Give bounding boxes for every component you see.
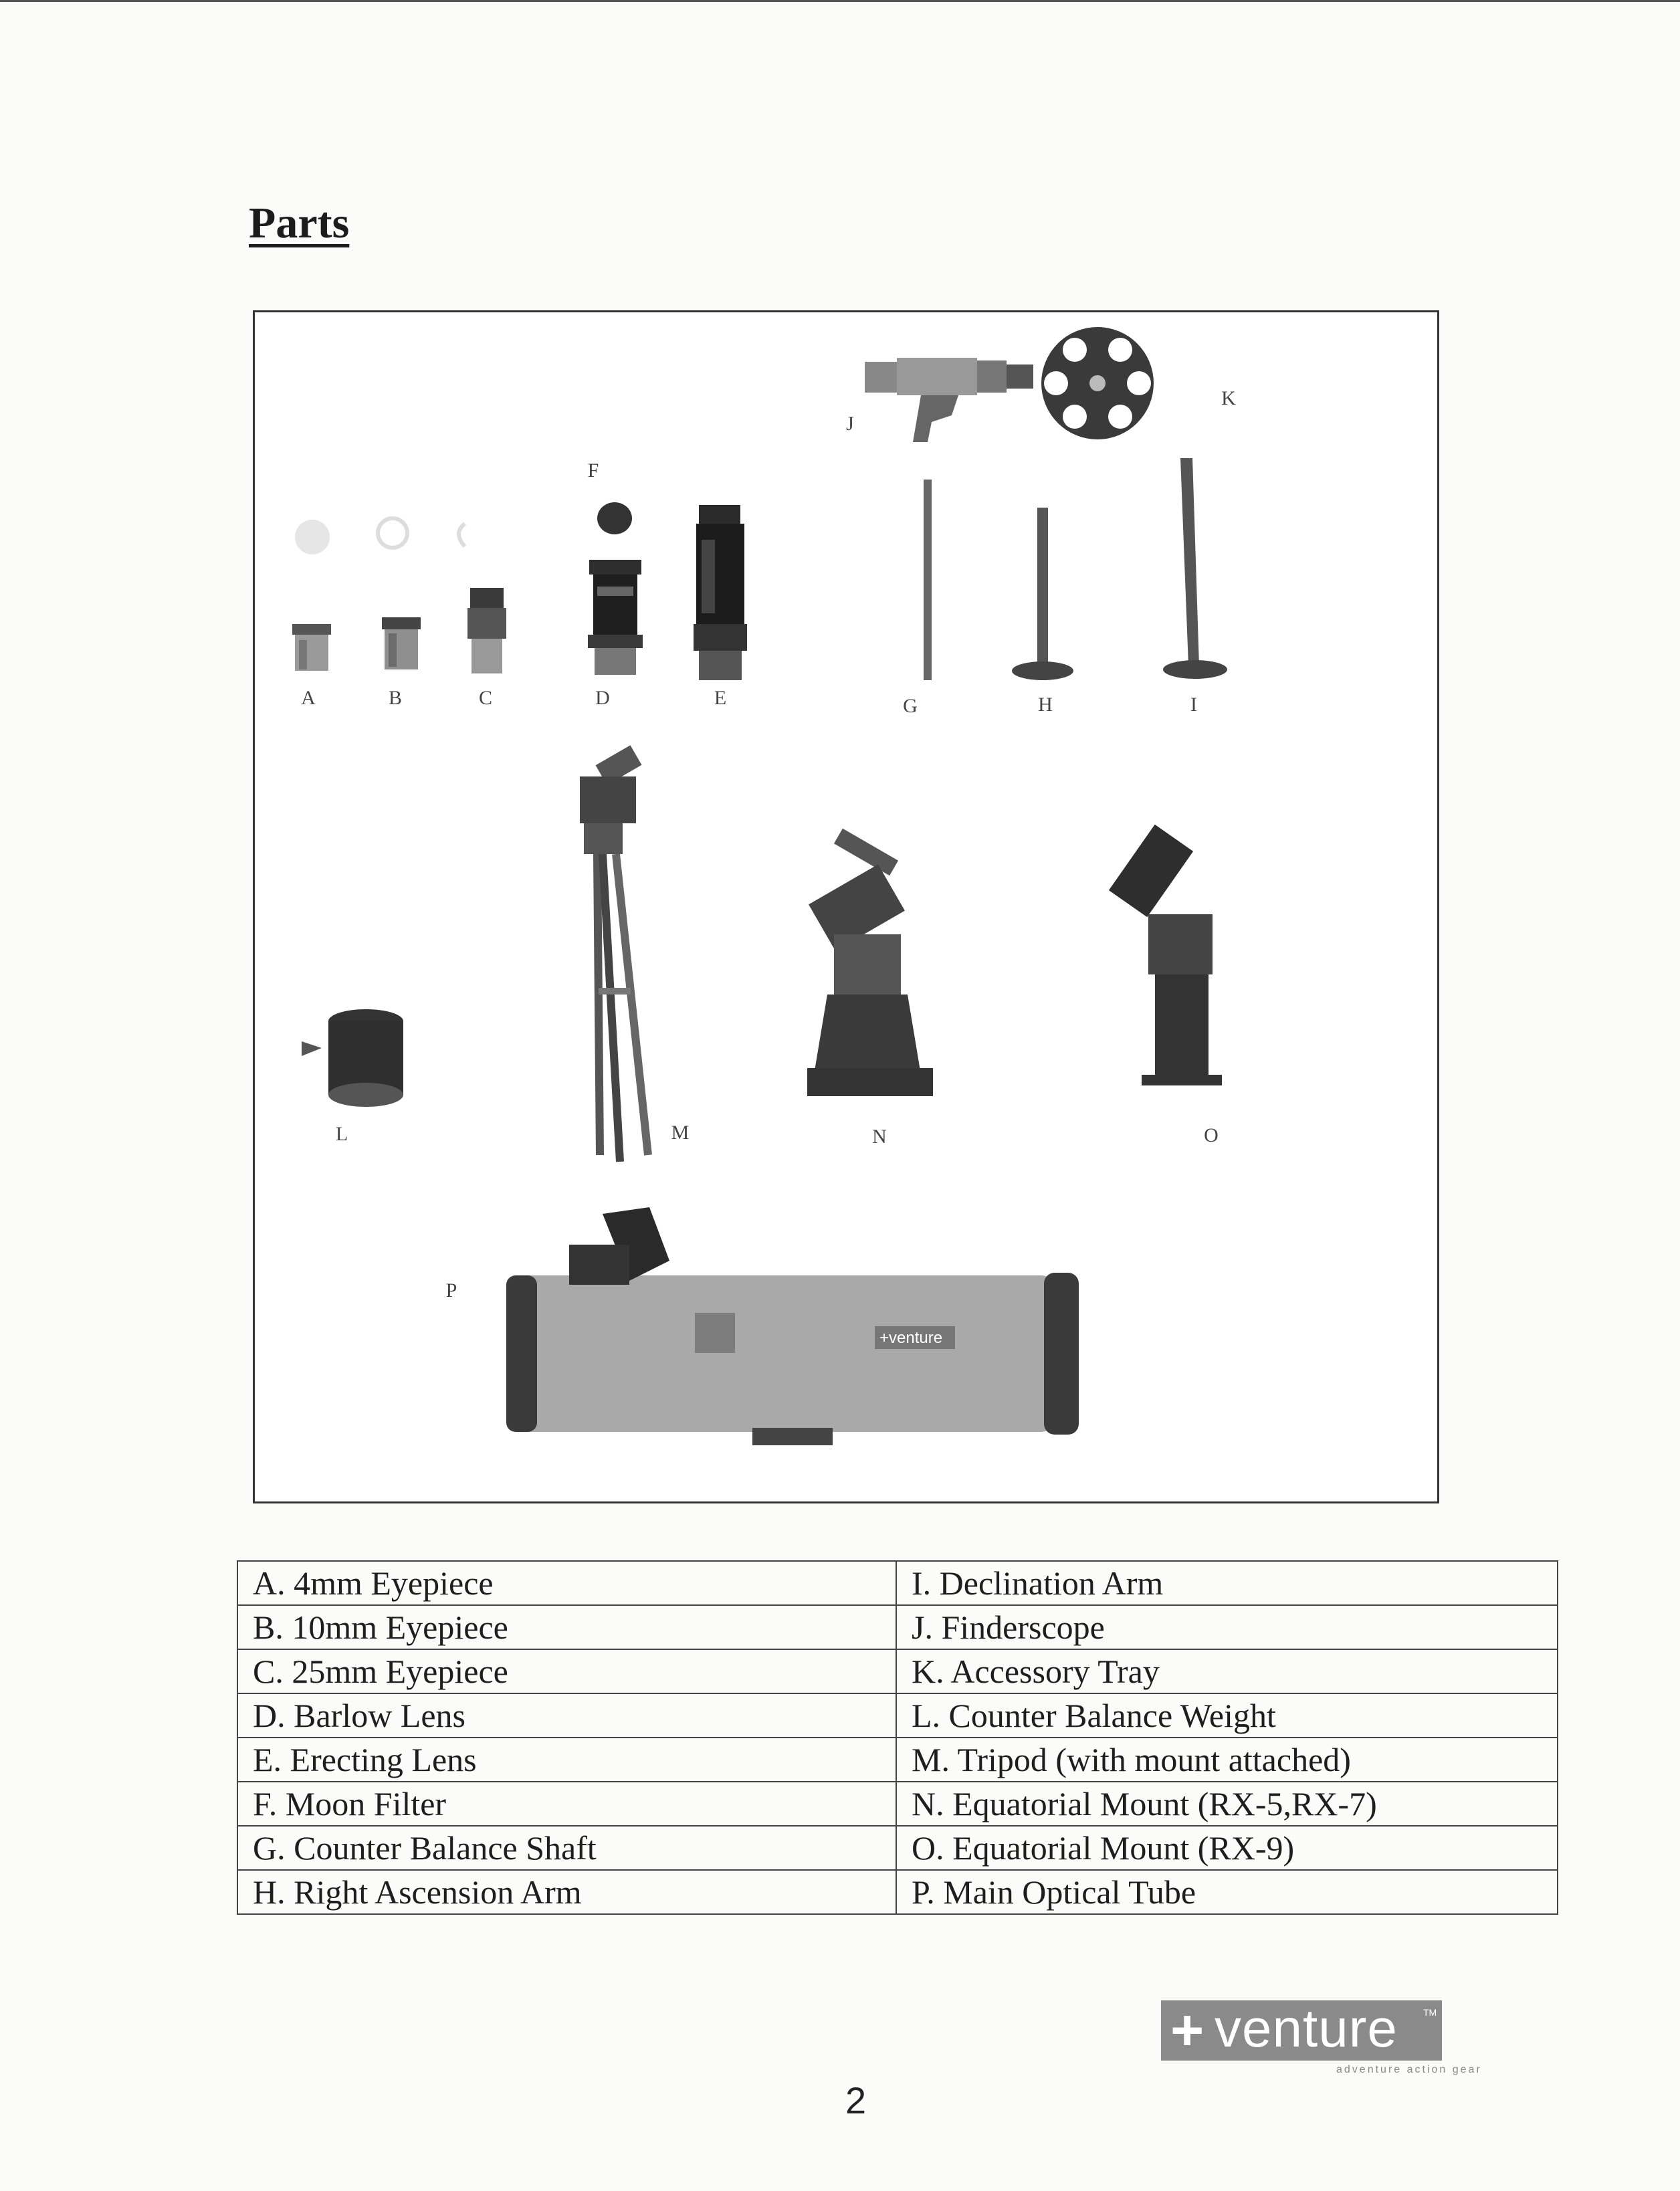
parts-illustration — [255, 312, 1441, 1505]
label-i: I — [1190, 694, 1197, 716]
label-k: K — [1221, 387, 1236, 409]
label-g: G — [903, 695, 918, 717]
part-entry: N. Equatorial Mount (RX-5,RX-7) — [896, 1782, 1558, 1826]
label-p: P — [445, 1279, 457, 1301]
part-entry: M. Tripod (with mount attached) — [896, 1738, 1558, 1782]
label-c: C — [478, 687, 493, 709]
accessory-tray-image — [1041, 327, 1154, 439]
plus-icon: + — [1170, 1998, 1204, 2063]
right-ascension-arm-image — [1012, 508, 1073, 680]
table-row — [237, 1826, 1558, 1870]
table-row — [237, 1782, 1558, 1826]
part-entry: G. Counter Balance Shaft — [237, 1826, 896, 1870]
parts-figure — [253, 310, 1439, 1503]
page-title: Parts — [249, 199, 350, 247]
brand-logo — [1161, 2000, 1442, 2061]
table-row — [237, 1870, 1558, 1914]
label-l: L — [335, 1123, 348, 1145]
tripod-image — [580, 745, 648, 1162]
label-a: A — [301, 687, 316, 709]
logo-tagline: adventure action gear — [1336, 2064, 1482, 2075]
parts-list-table — [237, 1560, 1558, 1915]
label-o: O — [1204, 1124, 1219, 1146]
part-entry: E. Erecting Lens — [237, 1738, 896, 1782]
label-n: N — [872, 1126, 887, 1148]
counter-balance-weight-image — [302, 1009, 403, 1107]
label-f: F — [587, 459, 599, 482]
barlow-lens-image — [588, 560, 643, 675]
part-entry: F. Moon Filter — [237, 1782, 896, 1826]
trademark-mark: TM — [1423, 2007, 1437, 2018]
logo-wordmark: venture — [1215, 1998, 1398, 2058]
label-e: E — [714, 687, 727, 709]
part-entry: I. Declination Arm — [896, 1561, 1558, 1605]
part-entry: K. Accessory Tray — [896, 1649, 1558, 1693]
label-j: J — [846, 413, 854, 435]
label-b: B — [388, 687, 403, 709]
finderscope-image — [865, 358, 1033, 442]
label-d: D — [595, 687, 610, 709]
eyepiece-25mm-image — [467, 588, 506, 673]
label-m: M — [671, 1122, 690, 1144]
part-entry: O. Equatorial Mount (RX-9) — [896, 1826, 1558, 1870]
part-entry: C. 25mm Eyepiece — [237, 1649, 896, 1693]
equatorial-mount-rx5-rx7-image — [807, 829, 933, 1096]
eyepiece-4mm-image — [292, 624, 331, 671]
tube-brand-text: +venture — [879, 1329, 943, 1347]
part-entry: H. Right Ascension Arm — [237, 1870, 896, 1914]
scan-top-edge — [0, 0, 1680, 2]
part-entry: L. Counter Balance Weight — [896, 1693, 1558, 1738]
main-optical-tube-image — [506, 1207, 1079, 1445]
eyepiece-10mm-image — [382, 617, 421, 669]
equatorial-mount-rx9-image — [1109, 825, 1222, 1085]
part-entry: P. Main Optical Tube — [896, 1870, 1558, 1914]
label-h: H — [1038, 694, 1053, 716]
moon-filter-image — [597, 502, 632, 534]
table-row — [237, 1605, 1558, 1649]
counter-balance-shaft-image — [924, 480, 932, 680]
part-entry: J. Finderscope — [896, 1605, 1558, 1649]
table-row — [237, 1561, 1558, 1605]
page-number: 2 — [845, 2079, 867, 2121]
declination-arm-image — [1163, 458, 1227, 679]
part-entry: D. Barlow Lens — [237, 1693, 896, 1738]
erecting-lens-image — [694, 505, 747, 680]
part-entry: A. 4mm Eyepiece — [237, 1561, 896, 1605]
table-row — [237, 1649, 1558, 1693]
table-row — [237, 1738, 1558, 1782]
table-row — [237, 1693, 1558, 1738]
part-entry: B. 10mm Eyepiece — [237, 1605, 896, 1649]
